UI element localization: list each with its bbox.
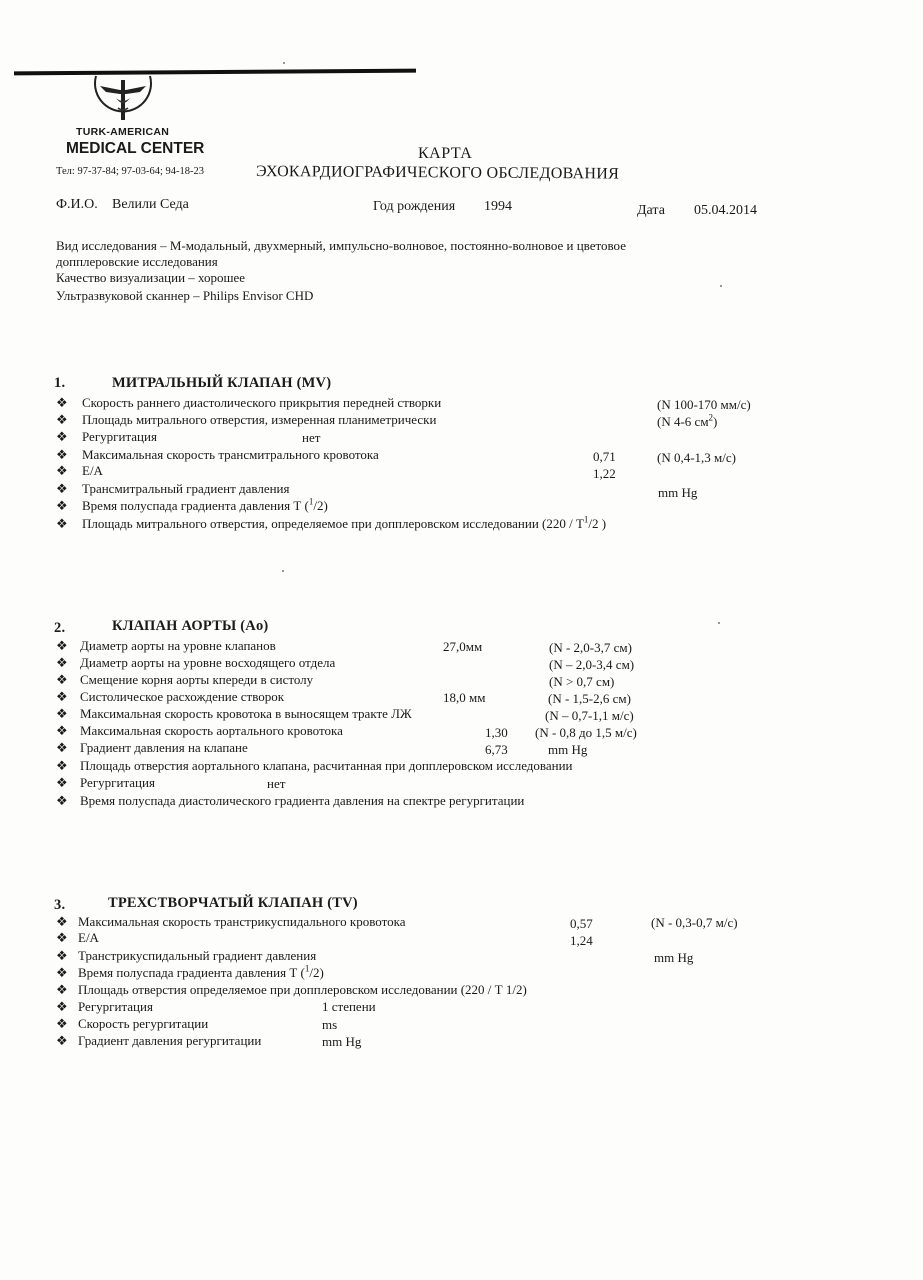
ao-r8-label: Площадь отверстия аортального клапана, расчитанная при допплеровском исследовании xyxy=(80,758,573,773)
scan-speck xyxy=(283,62,285,64)
org-name-line2: MEDICAL CENTER xyxy=(66,140,205,157)
bullet-icon: ❖ xyxy=(56,447,68,462)
bullet-icon: ❖ xyxy=(56,914,68,929)
mv-r1-label: Скорость раннего диастолического прикрытия передней створки xyxy=(82,395,442,410)
ao-r2-norm: (N – 2,0-3,4 см) xyxy=(549,657,635,672)
bullet-icon: ❖ xyxy=(56,412,68,427)
ao-r4-norm: (N - 1,5-2,6 см) xyxy=(548,691,631,706)
ao-r7-value: 6,73 xyxy=(485,742,508,757)
bullet-icon: ❖ xyxy=(56,429,68,444)
scan-speck xyxy=(718,622,720,624)
bullet-icon: ❖ xyxy=(56,723,68,738)
exam-type-line2: допплеровские исследования xyxy=(56,254,218,269)
org-phone: Тел: 97-37-84; 97-03-64; 94-18-23 xyxy=(56,166,205,177)
bullet-icon: ❖ xyxy=(56,516,68,531)
ao-r1-label: Диаметр аорты на уровне клапанов xyxy=(80,638,276,653)
bullet-icon: ❖ xyxy=(56,689,68,704)
ao-r5-norm: (N – 0,7-1,1 м/с) xyxy=(545,708,634,723)
ao-r1-norm: (N - 2,0-3,7 см) xyxy=(549,640,632,655)
tv-r8-label: Градиент давления регургитации xyxy=(78,1033,262,1048)
ao-r1-value: 27,0мм xyxy=(443,639,483,654)
ao-r9-value: нет xyxy=(267,776,286,791)
tv-r8-unit: mm Hg xyxy=(322,1034,362,1049)
scan-speck xyxy=(282,570,284,572)
tv-r7-unit: ms xyxy=(322,1017,338,1032)
bullet-icon: ❖ xyxy=(56,481,68,496)
ao-section-title: КЛАПАН АОРТЫ (Ao) xyxy=(112,618,269,634)
scan-speck xyxy=(720,285,722,287)
tv-r5-label: Площадь отверстия определяемое при допплеровском исследовании (220 / Т 1/2) xyxy=(78,982,527,997)
ao-r6-value: 1,30 xyxy=(485,725,508,740)
bullet-icon: ❖ xyxy=(56,1016,68,1031)
medical-center-logo-icon xyxy=(90,72,156,128)
exam-date: 05.04.2014 xyxy=(694,203,757,218)
scanner-model: Ультразвуковой сканнер – Philips Envisor CHD xyxy=(56,288,314,303)
tv-r2-value: 1,24 xyxy=(570,933,593,948)
mv-r4-value: 0,71 xyxy=(593,449,616,464)
mv-section-title: МИТРАЛЬНЫЙ КЛАПАН (MV) xyxy=(112,375,332,391)
ao-r4-label: Систолическое расхождение створок xyxy=(80,689,285,704)
ao-r2-label: Диаметр аорты на уровне восходящего отдела xyxy=(80,655,336,670)
bullet-icon: ❖ xyxy=(56,740,68,755)
birth-year: 1994 xyxy=(484,199,512,214)
ao-r3-label: Смещение корня аорты кпереди в систолу xyxy=(80,672,314,687)
mv-r3-label: Регургитация xyxy=(82,429,157,444)
bullet-icon: ❖ xyxy=(56,638,68,653)
ao-r9-label: Регургитация xyxy=(80,775,155,790)
mv-r1-norm: (N 100-170 мм/с) xyxy=(657,397,751,412)
bullet-icon: ❖ xyxy=(56,498,68,513)
mv-r6-label: Трансмитральный градиент давления xyxy=(82,481,290,496)
ao-r6-norm: (N - 0,8 до 1,5 м/с) xyxy=(535,725,637,740)
bullet-icon: ❖ xyxy=(56,758,68,773)
header-rule xyxy=(14,69,416,76)
date-label: Дата xyxy=(637,203,665,218)
ao-r7-unit: mm Hg xyxy=(548,742,588,757)
ao-r6-label: Максимальная скорость аортального кровотока xyxy=(80,723,343,738)
tv-r4-label: Время полуспада градиента давления Т ($^1$/2) xyxy=(78,963,324,980)
tv-section-title: ТРЕХСТВОРЧАТЫЙ КЛАПАН (TV) xyxy=(108,895,358,911)
ao-section-number: 2. xyxy=(54,620,66,636)
mv-r4-label: Максимальная скорость трансмитрального кровотока xyxy=(82,447,379,462)
mv-r8-label: Площадь митрального отверстия, определяемое при допплеровском исследовании ($220 / Т^1/2$ ) xyxy=(82,514,607,531)
ao-r7-label: Градиент давления на клапане xyxy=(80,740,248,755)
exam-type-line1: Вид исследования – М-модальный, двухмерный, импульсно-волновое, постоянно-волновое и цветовое xyxy=(56,238,626,253)
bullet-icon: ❖ xyxy=(56,930,68,945)
ao-r10-label: Время полуспада диастолического градиента давления на спектре регургитации xyxy=(80,793,525,808)
mv-r4-norm: (N 0,4-1,3 м/с) xyxy=(657,450,736,465)
tv-r7-label: Скорость регургитации xyxy=(78,1016,209,1031)
bullet-icon: ❖ xyxy=(56,793,68,808)
tv-r1-value: 0,57 xyxy=(570,916,593,931)
mv-r7-label: Время полуспада градиента давления Т ($^1$/2) xyxy=(82,496,328,513)
tv-section-number: 3. xyxy=(54,897,66,913)
ao-r3-norm: (N > 0,7 см) xyxy=(549,674,615,689)
bullet-icon: ❖ xyxy=(56,706,68,721)
birth-year-label: Год рождения xyxy=(373,199,456,214)
doc-title-line1: КАРТА xyxy=(418,145,473,162)
bullet-icon: ❖ xyxy=(56,965,68,980)
patient-name: Велили Седа xyxy=(112,197,189,212)
bullet-icon: ❖ xyxy=(56,1033,68,1048)
mv-section-number: 1. xyxy=(54,375,66,391)
bullet-icon: ❖ xyxy=(56,999,68,1014)
mv-r5-label: E/A xyxy=(82,463,103,478)
tv-r1-norm: (N - 0,3-0,7 м/с) xyxy=(651,915,738,930)
tv-r6-value: 1 степени xyxy=(322,999,376,1014)
bullet-icon: ❖ xyxy=(56,395,68,410)
tv-r6-label: Регургитация xyxy=(78,999,153,1014)
mv-r6-unit: mm Hg xyxy=(658,485,698,500)
ao-r5-label: Максимальная скорость кровотока в выносящем тракте ЛЖ xyxy=(80,706,412,721)
tv-r3-label: Транстрикуспидальный градиент давления xyxy=(78,948,317,963)
mv-r3-value: нет xyxy=(302,430,321,445)
mv-r2-norm: (N 4-6 $см^2$) xyxy=(657,412,718,429)
tv-r3-unit: mm Hg xyxy=(654,950,694,965)
visualization-quality: Качество визуализации – хорошее xyxy=(56,270,246,285)
ao-r4-value: 18,0 мм xyxy=(443,690,486,705)
bullet-icon: ❖ xyxy=(56,948,68,963)
bullet-icon: ❖ xyxy=(56,672,68,687)
tv-r1-label: Максимальная скорость транстрикуспидального кровотока xyxy=(78,914,406,929)
bullet-icon: ❖ xyxy=(56,463,68,478)
doc-title-line2: ЭХОКАРДИОГРАФИЧЕСКОГО ОБСЛЕДОВАНИЯ xyxy=(255,163,620,183)
mv-r5-value: 1,22 xyxy=(593,466,616,481)
bullet-icon: ❖ xyxy=(56,775,68,790)
patient-name-label: Ф.И.О. xyxy=(56,197,98,212)
bullet-icon: ❖ xyxy=(56,982,68,997)
mv-r2-label: Площадь митрального отверстия, измеренная планиметрически xyxy=(82,412,437,427)
tv-r2-label: E/A xyxy=(78,930,99,945)
bullet-icon: ❖ xyxy=(56,655,68,670)
org-name-line1: TURK-AMERICAN xyxy=(76,126,170,138)
